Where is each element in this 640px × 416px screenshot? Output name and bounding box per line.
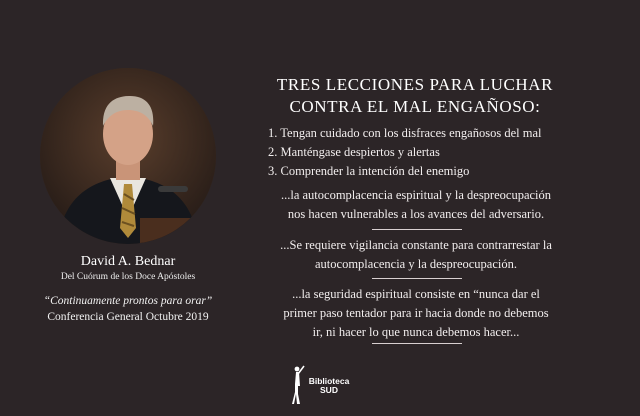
lessons-list [268, 124, 541, 181]
angel-moroni-icon [288, 364, 306, 406]
speaker-portrait [40, 68, 216, 244]
talk-title: “Continuamente prontos para orar” [43, 295, 213, 307]
logo-line-1: Biblioteca [308, 376, 350, 386]
biblioteca-sud-logo [288, 364, 370, 406]
quote-line: primer paso tentador para ir hacia donde no debemos [283, 306, 549, 320]
heading-line-1: TRES LECCIONES PARA LUCHAR [276, 75, 554, 94]
quote-line: autocomplacencia y la despreocupación. [315, 257, 517, 271]
heading-line-2: CONTRA EL MAL ENGAÑOSO: [289, 97, 541, 116]
lesson-item: 1. Tengan cuidado con los disfraces engañosos del mal [268, 126, 542, 140]
quote-line: ...Se requiere vigilancia constante para contrarrestar la [280, 238, 552, 252]
speaker-role: Del Cuórum de los Doce Apóstoles [60, 272, 196, 282]
divider [372, 278, 462, 279]
quote-line: nos hacen vulnerables a los avances del adversario. [287, 207, 545, 221]
logo-text [308, 377, 350, 395]
quote-2 [256, 236, 576, 274]
heading [260, 74, 570, 118]
divider [372, 229, 462, 230]
lesson-item: 3. Comprender la intención del enemigo [268, 164, 470, 178]
quote-line: ...la seguridad espiritual consiste en “nunca dar el [292, 287, 540, 301]
lesson-item: 2. Manténgase despiertos y alertas [268, 145, 440, 159]
speaker-photo [40, 68, 216, 244]
quote-line: ...la autocomplacencia espiritual y la despreocupación [280, 188, 552, 202]
divider [372, 343, 462, 344]
quote-1 [256, 186, 576, 224]
quote-line: ir, ni hacer lo que nunca debemos hacer... [312, 325, 520, 339]
talk-event: Conferencia General Octubre 2019 [47, 311, 209, 323]
logo-line-2: SUD [320, 385, 338, 395]
speaker-name: David A. Bednar [80, 254, 176, 269]
quote-3 [256, 285, 576, 342]
